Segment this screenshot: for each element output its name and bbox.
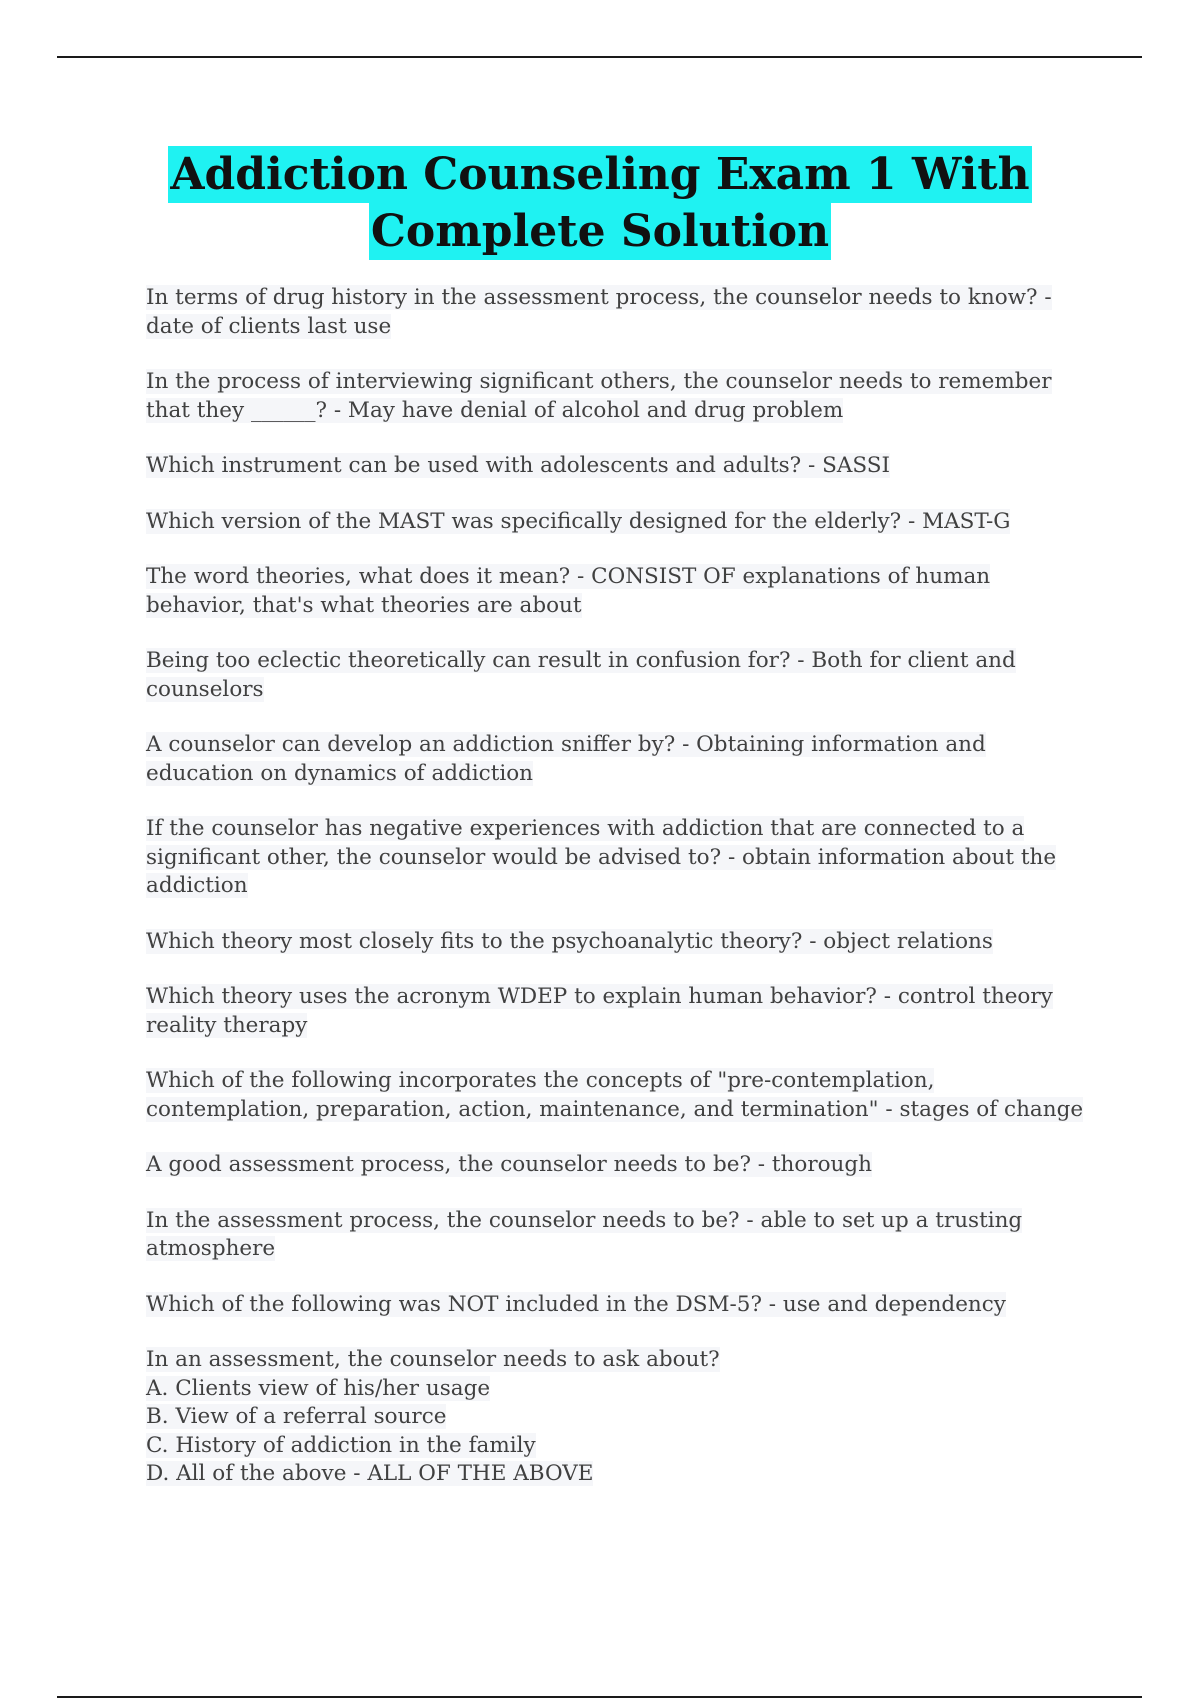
- qa-item: In the assessment process, the counselor needs to be? - able to set up a trusting atmosphere: [146, 1207, 1023, 1261]
- title-line-2: Complete Solution: [369, 203, 831, 260]
- qa-item: Which instrument can be used with adolescents and adults? - SASSI: [146, 453, 890, 478]
- qa-item: Which version of the MAST was specifically designed for the elderly? - MAST-G: [146, 508, 1011, 534]
- top-rule: [57, 56, 1142, 58]
- mc-option-b: B. View of a referral source: [146, 1404, 447, 1429]
- qa-item: In the process of interviewing significant others, the counselor needs to remember that they ______? - May have denial of alcohol and drug problem: [146, 369, 1052, 423]
- qa-item: If the counselor has negative experiences with addiction that are connected to a significant other, the counselor would be advised to? - obtain information about the addiction: [146, 816, 1057, 898]
- qa-item-multiple-choice: [146, 1346, 1096, 1489]
- mc-question: In an assessment, the counselor needs to ask about?: [146, 1347, 720, 1372]
- qa-item: Being too eclectic theoretically can result in confusion for? - Both for client and counselors: [146, 648, 1016, 702]
- document-title: [0, 146, 1200, 260]
- qa-item: Which theory uses the acronym WDEP to explain human behavior? - control theory reality therapy: [146, 984, 1053, 1038]
- qa-list: [146, 284, 1096, 1516]
- mc-option-a: A. Clients view of his/her usage: [146, 1375, 491, 1401]
- bottom-rule: [57, 1696, 1142, 1698]
- title-line-1: Addiction Counseling Exam 1 With: [168, 146, 1031, 203]
- qa-item: Which theory most closely fits to the psychoanalytic theory? - object relations: [146, 928, 993, 954]
- qa-item: Which of the following was NOT included in the DSM-5? - use and dependency: [146, 1291, 1006, 1317]
- qa-item: The word theories, what does it mean? - CONSIST OF explanations of human behavior, that's what theories are about: [146, 564, 991, 618]
- qa-item: Which of the following incorporates the concepts of "pre-contemplation, contemplation, preparation, action, maintenance, and termination" - stages of change: [146, 1068, 1084, 1122]
- mc-option-d: D. All of the above - ALL OF THE ABOVE: [146, 1461, 594, 1486]
- qa-item: A counselor can develop an addiction sniffer by? - Obtaining information and education on dynamics of addiction: [146, 732, 986, 786]
- qa-item: A good assessment process, the counselor needs to be? - thorough: [146, 1152, 873, 1177]
- qa-item: In terms of drug history in the assessment process, the counselor needs to know? - date of clients last use: [146, 285, 1052, 339]
- mc-option-c: C. History of addiction in the family: [146, 1432, 536, 1458]
